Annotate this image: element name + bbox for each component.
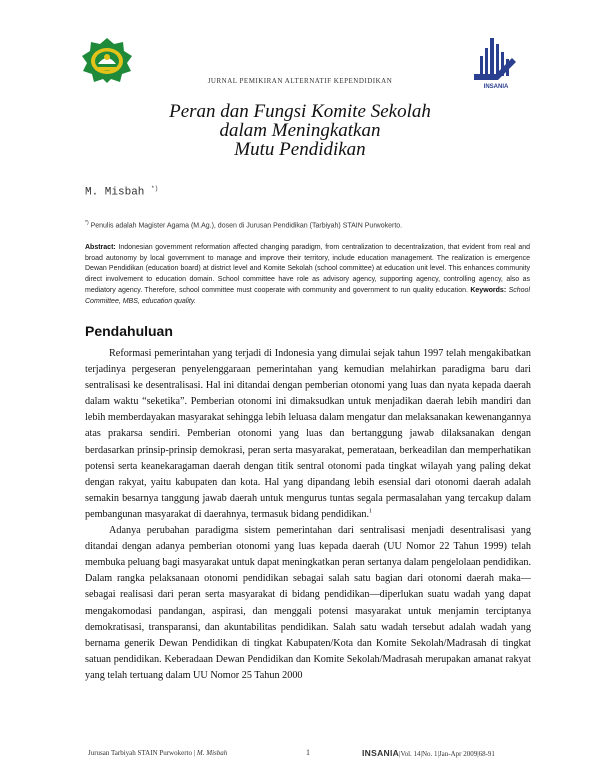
journal-name: JURNAL PEMIKIRAN ALTERNATIF KEPENDIDIKAN (207, 77, 393, 85)
footer-brand: INSANIA (362, 748, 400, 758)
title-line-2: dalam Meningkatkan (219, 120, 381, 141)
keywords-text: School Committee, MBS, education quality. (85, 286, 530, 305)
author-mark: *) (151, 185, 159, 192)
paragraph-2: Adanya perubahan paradigma sistem pemerintahan dari sentralisasi menjadi desentralisasi yang ditandai dengan adanya pemberian otonomi yang luas kepada daerah (UU Nomor 22 Tahun 1999) telah membuka peluang bagi masyarakat untuk dapat meningkatkan peran sertanya dalam pengelolaan pendidikan. Dalam rangka pelaksanaan otonomi pendidikan sebagai salah satu bagian dari otonomi daerah maka—sebagai realisasi dari peran serta masyarakat di bidang pendidikan—diperlukan suatu wadah yang dapat mengakomodasi pandangan, aspirasi, dan menggali potensi masyarakat untuk menjamin terciptanya demokratisasi, transparansi, dan akuntabilitas pendidikan. Salah satu wadah tersebut adalah wadah yang bernama generik Dewan Pendidikan di tingkat Kabupaten/Kota dan Komite Sekolah/Madrasah di tingkat satuan pendidikan. Keberadaan Dewan Pendidikan dan Komite Sekolah/Madrasah merupakan amanat rakyat yang telah tertuang dalam UU Nomor 25 Tahun 2000 (85, 525, 531, 681)
affiliation-mark: *) (85, 220, 89, 226)
paragraph-1 (85, 346, 531, 523)
footer-left (88, 749, 227, 757)
affiliation-text: Penulis adalah Magister Agama (M.Ag.), dosen di Jurusan Pendidikan (Tarbiyah) STAIN Purwokerto. (90, 222, 403, 230)
author-line (85, 185, 158, 199)
author-affiliation (85, 220, 402, 229)
footer-volume: |Vol. 14|No. 1|Jan-Apr 2009|68-91 (399, 750, 495, 758)
footer-right (362, 748, 495, 758)
abstract-label: Abstract: (85, 244, 116, 251)
insania-logo-text: INSANIA (483, 84, 509, 90)
footer-institution: Jurusan Tarbiyah STAIN Purwokerto | (88, 749, 197, 757)
article-title (0, 102, 600, 159)
keywords-label: Keywords (470, 286, 504, 294)
body-text (85, 346, 531, 684)
title-line-1: Peran dan Fungsi Komite Sekolah (169, 101, 431, 122)
abstract-text: Indonesian government reformation affected changing paradigm, from centralization to decentralization, that evident from real and broad autonomy by local government to manage and improve their territory, include education management. The realization is emergence Dewan Pendidikan (education board) at district level and Komite Sekolah (school committee) at education unit level. This enhances community direct involvement to education domain. School committee have role as advisory agency, supporting agency, controlling agency, also as mediatory agency. Therefore, school committee must cooperate with community and government to run quality education. (85, 244, 531, 294)
title-line-3: Mutu Pendidikan (234, 139, 366, 160)
footnote-ref-1: 1 (369, 508, 373, 515)
page-number: 1 (306, 748, 310, 757)
paragraph-1-text: Reformasi pemerintahan yang terjadi di Indonesia yang dimulai sejak tahun 1997 telah mengakibatkan terjadinya pergeseran penyelenggaraan pemerintahan yang kemudian melahirkan paradigma baru dari sentralisasi ke desentralisasi. Hal ini ditandai dengan pemberian otonomi yang luas dan nyata kepada daerah dalam waktu “seketika”. Pemberian otonomi ini dimaksudkan untuk menjadikan daerah lebih mandiri dan lebih memberdayakan masyarakat sehingga lebih leluasa dalam mengatur dan melaksanakan kewenangannya atas prakarsa sendiri. Pemberian otonomi yang luas dan bertanggung jawab dilaksanakan dengan berdasarkan prinsip-prinsip demokrasi, peran serta masyarakat, pemerataan, berkeadilan dan memperhatikan potensi serta keanekaragaman daerah dengan titik sentral otonomi pada tingkat wilayah yang paling dekat dengan rakyat, yaitu kabupaten dan kota. Hal yang dipandang lebih esensial dari otonomi daerah adalah semakin besarnya tanggung jawab daerah untuk mengurus tuntas segala permasalahan yang tercakup dalam pembangunan masyarakat di daerahnya, termasuk bidang pendidikan. (85, 348, 531, 520)
author-name: M. Misbah (85, 186, 145, 199)
section-heading: Pendahuluan (85, 323, 173, 339)
abstract: Abstract: Indonesian government reformation affected changing paradigm, from centralization to decentralization, that evident from real and broad autonomy by local government to manage and improve their territory, include education management. The realization is emergence Dewan Pendidikan (education board) at district level and Komite Sekolah (school committee) at education unit level. This enhances community direct involvement to education domain. School committee have role as advisory agency, supporting agency, controlling agency, also as mediatory agency. Therefore, school committee must cooperate with community and government to run quality education. Keywords: School Committee, MBS, education quality. (85, 244, 531, 305)
footer-author: M. Misbah (196, 749, 228, 757)
